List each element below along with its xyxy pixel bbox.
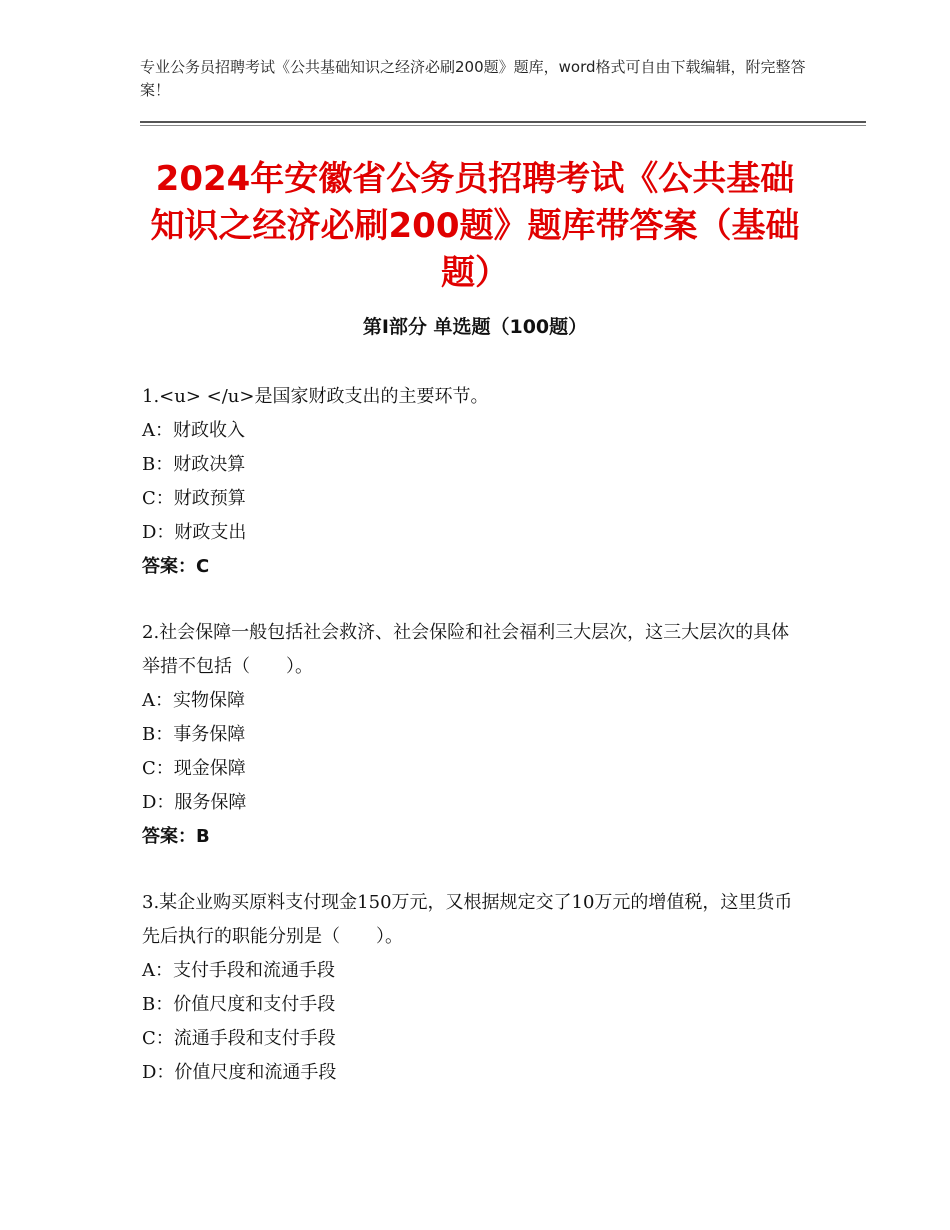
option-c: C：现金保障 bbox=[142, 758, 246, 779]
option-c: C：流通手段和支付手段 bbox=[142, 1028, 336, 1049]
option-c: C：财政预算 bbox=[142, 488, 246, 509]
question-2 bbox=[142, 616, 802, 854]
option-d: D：服务保障 bbox=[142, 792, 247, 813]
question-list bbox=[142, 380, 802, 1122]
answer: 答案：C bbox=[142, 556, 210, 577]
option-b: B：价值尺度和支付手段 bbox=[142, 994, 336, 1015]
question-stem: 2.社会保障一般包括社会救济、社会保险和社会福利三大层次，这三大层次的具体举措不包括（ ）。 bbox=[142, 622, 790, 677]
header-rule-thick bbox=[140, 121, 866, 123]
option-b: B：财政决算 bbox=[142, 454, 246, 475]
option-d: D：价值尺度和流通手段 bbox=[142, 1062, 337, 1083]
question-1 bbox=[142, 380, 802, 584]
option-a: A：实物保障 bbox=[142, 690, 245, 711]
question-3 bbox=[142, 886, 802, 1090]
option-d: D：财政支出 bbox=[142, 522, 247, 543]
question-stem: 1.<u> </u>是国家财政支出的主要环节。 bbox=[142, 386, 489, 407]
header-note: 专业公务员招聘考试《公共基础知识之经济必刷200题》题库，word格式可自由下载编辑，附完整答案！ bbox=[140, 58, 806, 99]
option-a: A：财政收入 bbox=[142, 420, 245, 441]
question-stem: 3.某企业购买原料支付现金150万元，又根据规定交了10万元的增值税，这里货币先后执行的职能分别是（ ）。 bbox=[142, 892, 793, 947]
option-b: B：事务保障 bbox=[142, 724, 246, 745]
option-a: A：支付手段和流通手段 bbox=[142, 960, 335, 981]
answer: 答案：B bbox=[142, 826, 210, 847]
header-rule-thin bbox=[140, 125, 866, 126]
document-title: 2024年安徽省公务员招聘考试《公共基础知识之经济必刷200题》题库带答案（基础题） bbox=[150, 159, 800, 293]
section-title: 第I部分 单选题（100题） bbox=[362, 316, 588, 338]
